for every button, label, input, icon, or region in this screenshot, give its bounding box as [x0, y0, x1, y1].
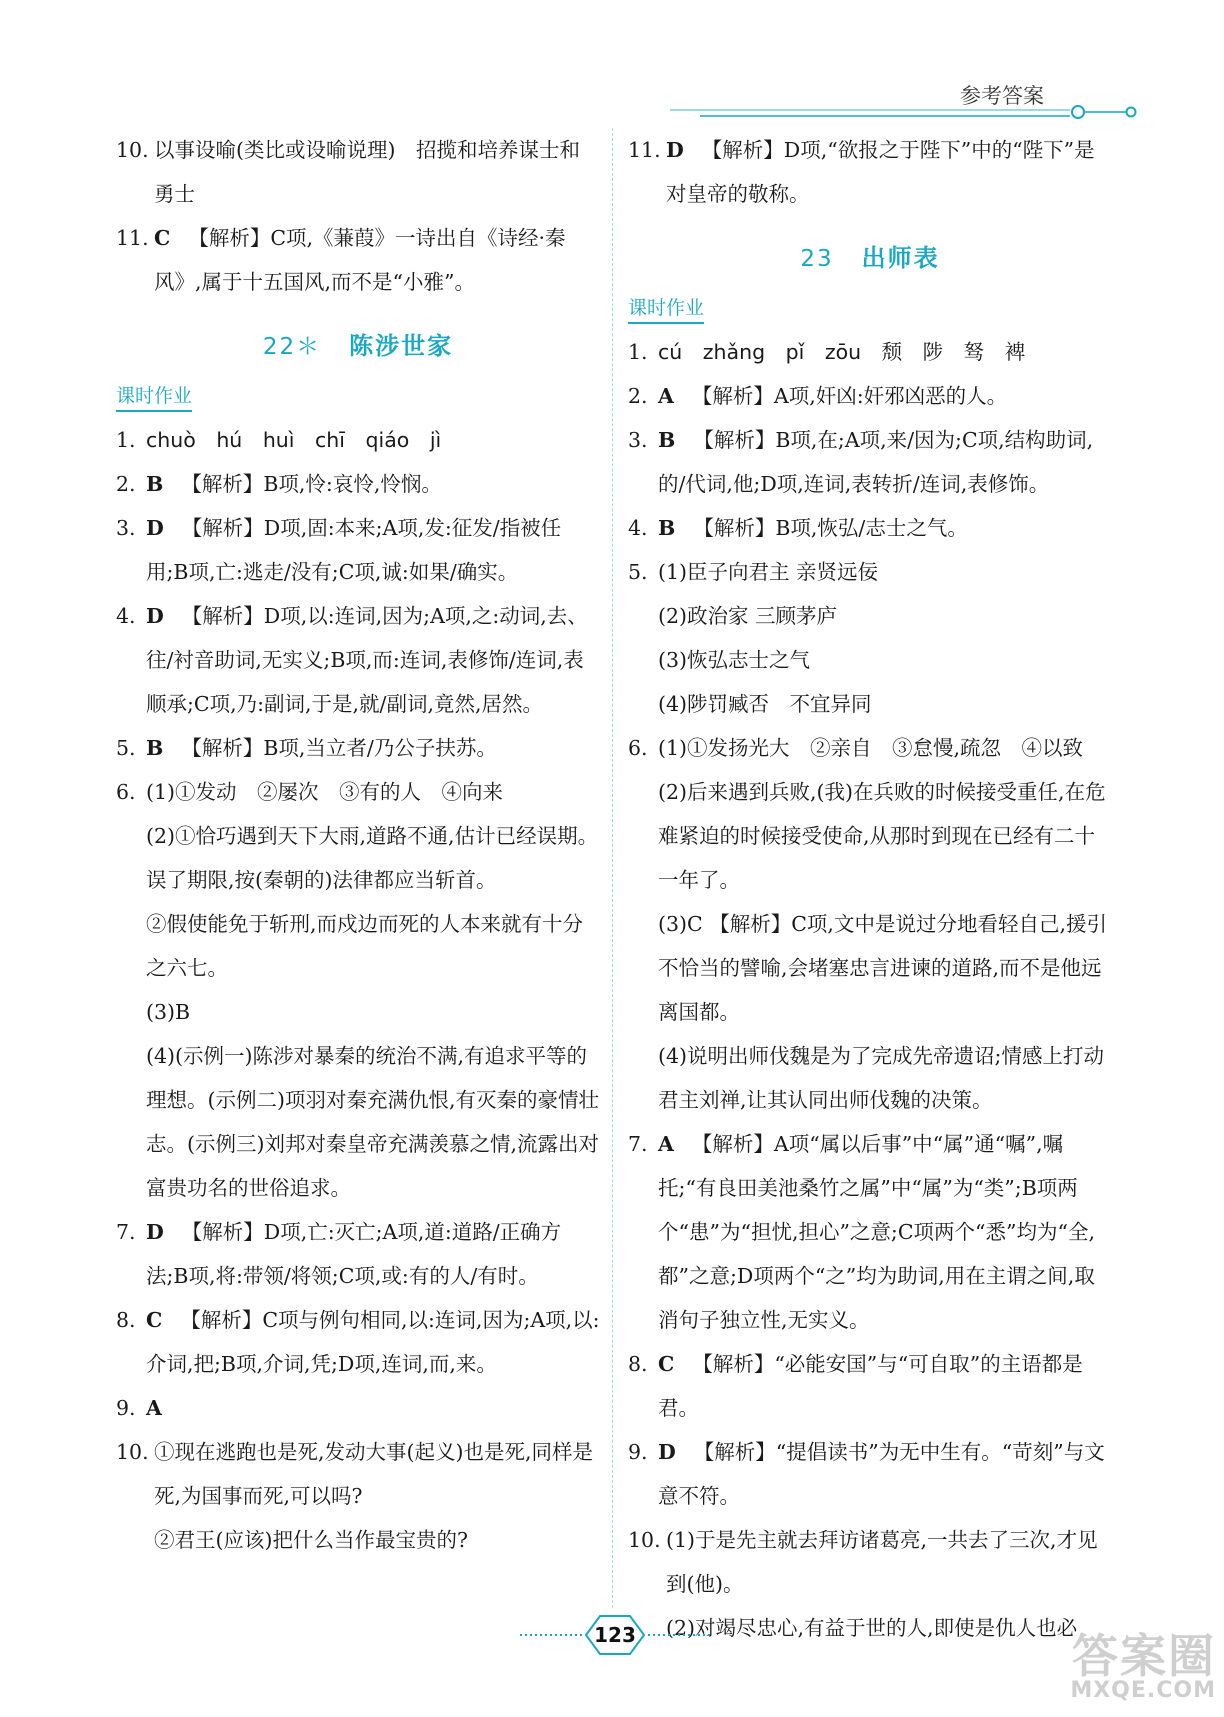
section-tag-row — [116, 376, 600, 418]
header-label: 参考答案 — [960, 84, 1044, 108]
sub-answer: (2)①恰巧遇到天下大雨,道路不通,估计已经误期。误了期限,按(秦朝的)法律都应当斩首。 — [146, 824, 599, 892]
question-number: 10. — [628, 1528, 661, 1552]
sub-answer: (2)政治家 三顾茅庐 — [658, 604, 838, 628]
answer-choice: A — [658, 384, 674, 408]
question-number: 6. — [628, 736, 648, 760]
question-item — [116, 506, 600, 594]
answer-choice: D — [666, 138, 684, 162]
homework-tag: 课时作业 — [116, 382, 192, 412]
answer-text: 【解析】B项,当立者/乃公子扶苏。 — [181, 736, 497, 760]
answer-choice: B — [146, 736, 164, 760]
answer-text: 【解析】C项,《蒹葭》一诗出自《诗经·秦风》,属于十五国风,而不是“小雅”。 — [154, 226, 566, 294]
question-number: 9. — [628, 1440, 648, 1464]
question-item — [116, 128, 600, 216]
answer-choice: C — [154, 226, 171, 250]
watermark-domain: MXQE.COM — [1070, 1678, 1216, 1703]
section-title — [628, 236, 1112, 280]
section-tag-row — [628, 288, 1112, 330]
sub-answer: (4)说明出师伐魏是为了完成先帝遗诏;情感上打动君主刘禅,让其认同出师伐魏的决策。 — [658, 1044, 1104, 1112]
section-number: 23 — [800, 246, 834, 272]
question-number: 5. — [628, 560, 648, 584]
section-name: 出师表 — [861, 243, 940, 272]
question-number: 8. — [116, 1308, 136, 1332]
question-item — [628, 550, 1112, 594]
left-column — [116, 128, 600, 1562]
question-number: 7. — [116, 1220, 136, 1244]
sub-answer: (3)B — [146, 1000, 191, 1024]
question-item — [628, 418, 1112, 506]
sub-answer: (4)(示例一)陈涉对暴秦的统治不满,有追求平等的理想。(示例二)项羽对秦充满仇恨,有灭秦的豪情壮志。(示例三)刘邦对秦皇帝充满羡慕之情,流露出对富贵功名的世俗追求。 — [146, 1044, 600, 1200]
homework-tag: 课时作业 — [628, 294, 704, 324]
answer-text: 【解析】D项,固:本来;A项,发:征发/指被任用;B项,亡:逃走/没有;C项,诚:如果/确实。 — [146, 516, 562, 584]
answer-text: ①现在逃跑也是死,发动大事(起义)也是死,同样是死,为国事而死,可以吗? — [154, 1440, 594, 1508]
watermark-logo — [1050, 1620, 1220, 1710]
sub-answer: (2)后来遇到兵败,(我)在兵败的时候接受重任,在危难紧迫的时候接受使命,从那时到现在已经有二十一年了。 — [658, 780, 1106, 892]
question-number: 3. — [116, 516, 136, 540]
question-number: 6. — [116, 780, 136, 804]
answer-text: 【解析】D项,以:连词,因为;A项,之:动词,去、往/衬音助词,无实义;B项,而:连词,表修饰/连词,表顺承;C项,乃:副词,于是,就/副词,竟然,居然。 — [146, 604, 588, 716]
question-item — [628, 1122, 1112, 1342]
section-number: 22＊ — [262, 334, 322, 360]
answer-text: 【解析】B项,在;A项,来/因为;C项,结构助词,的/代词,他;D项,连词,表转折/连词,表修饰。 — [658, 428, 1094, 496]
question-number: 11. — [116, 226, 149, 250]
answer-choice: A — [146, 1396, 162, 1420]
answer-choice: D — [146, 1220, 164, 1244]
question-item — [628, 1518, 1112, 1606]
section-name: 陈涉世家 — [349, 331, 454, 360]
answer-text: (1)臣子向君主 亲贤远佞 — [658, 560, 879, 584]
answer-text: 【解析】C项与例句相同,以:连词,因为;A项,以:介词,把;B项,介词,凭;D项,连词,而,来。 — [146, 1308, 600, 1376]
question-number: 4. — [628, 516, 648, 540]
question-number: 1. — [628, 340, 648, 364]
question-item — [628, 1342, 1112, 1430]
question-item — [628, 330, 1112, 374]
answer-choice: A — [658, 1132, 674, 1156]
right-column — [628, 128, 1112, 1650]
pinyin-answer: chuò hú huì chī qiáo jì — [146, 428, 442, 452]
answer-choice: B — [658, 428, 676, 452]
question-number: 10. — [116, 1440, 149, 1464]
answer-choice: D — [658, 1440, 676, 1464]
question-number: 10. — [116, 138, 149, 162]
answer-choice: C — [146, 1308, 163, 1332]
question-number: 5. — [116, 736, 136, 760]
answer-choice: B — [146, 472, 164, 496]
sub-answer: (3)恢弘志士之气 — [658, 648, 811, 672]
answer-text: 【解析】B项,怜:哀怜,怜悯。 — [181, 472, 442, 496]
question-item — [628, 726, 1112, 770]
question-item — [116, 594, 600, 726]
question-item — [116, 1386, 600, 1430]
answer-text: 【解析】A项,奸凶:奸邪凶恶的人。 — [691, 384, 1008, 408]
question-item — [116, 770, 600, 814]
question-number: 7. — [628, 1132, 648, 1156]
answer-text: 【解析】A项“属以后事”中“属”通“嘱”,嘱托;“有良田美池桑竹之属”中“属”为“类”;B项两个“患”为“担忧,担心”之意;C项两个“悉”均为“全,都”之意;D项两个“之”均为助词,用在主谓之间,取消句子独立性,无实义。 — [658, 1132, 1095, 1332]
sub-answer: (2)对竭尽忠心,有益于世的人,即使是仇人也必 — [666, 1616, 1078, 1640]
question-item — [116, 1210, 600, 1298]
answer-text: (1)①发动 ②屡次 ③有的人 ④向来 — [146, 780, 504, 804]
answer-text: 【解析】“提倡读书”为无中生有。“苛刻”与文意不符。 — [658, 1440, 1105, 1508]
sub-answer: (3)C 【解析】C项,文中是说过分地看轻自己,援引不恰当的譬喻,会堵塞忠言进谏的道路,而不是他远离国都。 — [658, 912, 1107, 1024]
sub-answer: (4)陟罚臧否 不宜异同 — [658, 692, 872, 716]
question-item — [628, 506, 1112, 550]
question-item — [116, 216, 600, 304]
answer-text: 【解析】B项,恢弘/志士之气。 — [693, 516, 968, 540]
answer-choice: B — [658, 516, 676, 540]
question-number: 3. — [628, 428, 648, 452]
pinyin-answer: cú zhǎng pǐ zōu 颓 陟 驽 裨 — [658, 340, 1026, 364]
question-number: 1. — [116, 428, 136, 452]
question-number: 8. — [628, 1352, 648, 1376]
question-item — [628, 374, 1112, 418]
answer-text: (1)于是先主就去拜访诸葛亮,一共去了三次,才见到(他)。 — [666, 1528, 1098, 1596]
answer-text: 【解析】“必能安国”与“可自取”的主语都是君。 — [658, 1352, 1083, 1420]
question-number: 2. — [116, 472, 136, 496]
column-divider — [612, 128, 613, 1608]
question-item — [628, 128, 1112, 216]
question-item — [116, 726, 600, 770]
answer-choice: D — [146, 604, 164, 628]
question-item — [116, 418, 600, 462]
answer-choice: C — [658, 1352, 675, 1376]
question-number: 11. — [628, 138, 661, 162]
answer-text: (1)①发扬光大 ②亲自 ③怠慢,疏忽 ④以致 — [658, 736, 1084, 760]
header-decoration — [670, 104, 1140, 124]
page-footer — [520, 1610, 710, 1660]
question-item — [628, 1430, 1112, 1518]
sub-answer: ②假使能免于斩刑,而戍边而死的人本来就有十分之六七。 — [146, 912, 584, 980]
answer-text: 【解析】D项,亡:灭亡;A项,道:道路/正确方法;B项,将:带领/将领;C项,或:有的人/有时。 — [146, 1220, 562, 1288]
question-item — [116, 1430, 600, 1518]
answer-choice: D — [146, 516, 164, 540]
question-number: 4. — [116, 604, 136, 628]
question-number: 9. — [116, 1396, 136, 1420]
sub-answer: ②君王(应该)把什么当作最宝贵的? — [154, 1528, 468, 1552]
section-title — [116, 324, 600, 368]
watermark-text: 答案圈 — [1072, 1629, 1216, 1683]
question-item — [116, 1298, 600, 1386]
question-number: 2. — [628, 384, 648, 408]
answer-text: 【解析】D项,“欲报之于陛下”中的“陛下”是对皇帝的敬称。 — [666, 138, 1095, 206]
page-number: 123 — [594, 1623, 636, 1647]
answer-text: 以事设喻(类比或设喻说理) 招揽和培养谋士和勇士 — [154, 138, 580, 206]
question-item — [116, 462, 600, 506]
